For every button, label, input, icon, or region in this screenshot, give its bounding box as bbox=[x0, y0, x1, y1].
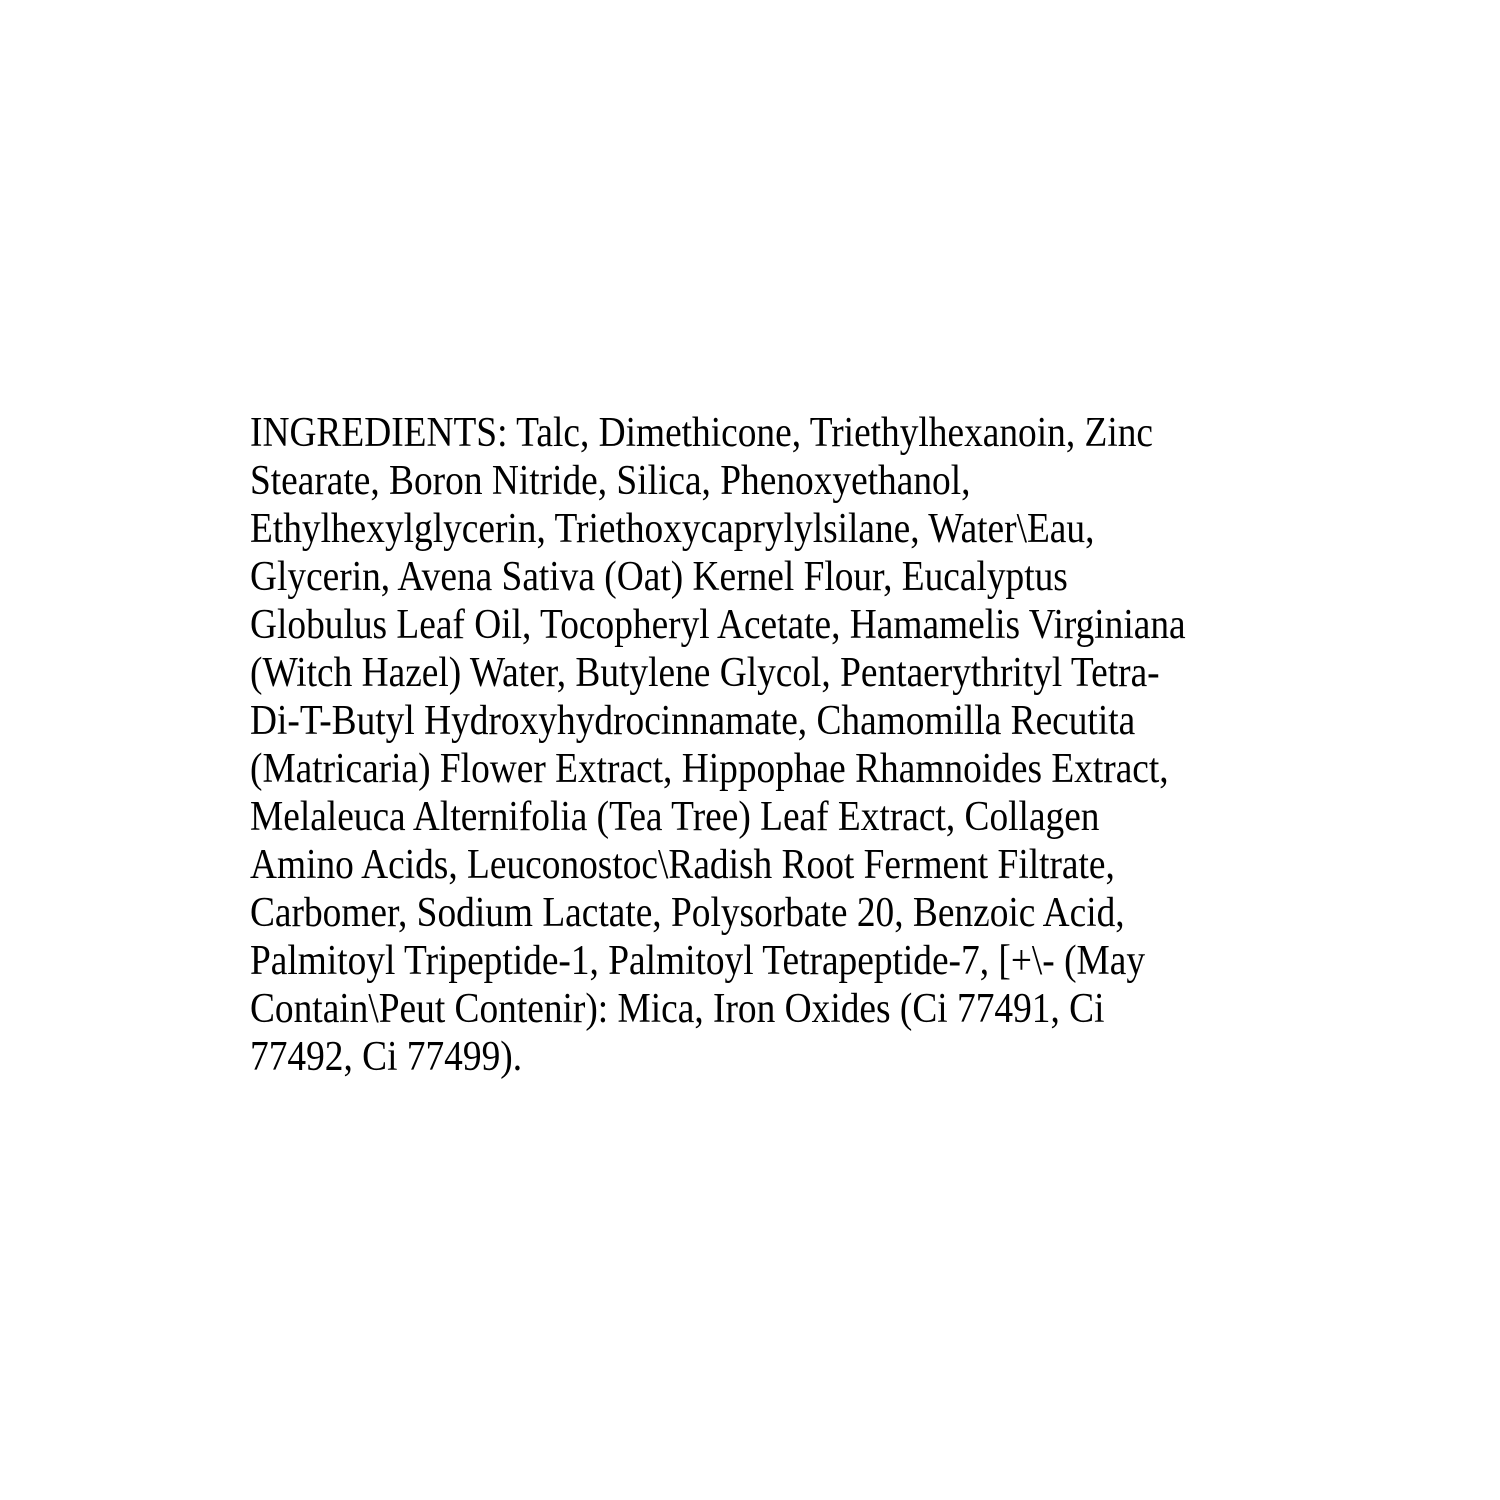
ingredients-line: Amino Acids, Leuconostoc\Radish Root Ferment Filtrate, bbox=[250, 842, 1115, 888]
ingredients-line: Contain\Peut Contenir): Mica, Iron Oxides (Ci 77491, Ci bbox=[250, 986, 1105, 1032]
ingredients-line: (Matricaria) Flower Extract, Hippophae Rhamnoides Extract, bbox=[250, 746, 1169, 792]
ingredients-line: 77492, Ci 77499). bbox=[250, 1034, 523, 1080]
ingredients-line: Ethylhexylglycerin, Triethoxycaprylylsilane, Water\Eau, bbox=[250, 506, 1095, 552]
ingredients-line: Glycerin, Avena Sativa (Oat) Kernel Flour, Eucalyptus bbox=[250, 554, 1068, 600]
ingredients-line: Di-T-Butyl Hydroxyhydrocinnamate, Chamomilla Recutita bbox=[250, 698, 1136, 744]
ingredients-line: (Witch Hazel) Water, Butylene Glycol, Pentaerythrityl Tetra- bbox=[250, 650, 1160, 696]
ingredients-line: Globulus Leaf Oil, Tocopheryl Acetate, Hamamelis Virginiana bbox=[250, 602, 1186, 648]
ingredients-line: Carbomer, Sodium Lactate, Polysorbate 20, Benzoic Acid, bbox=[250, 890, 1125, 936]
ingredients-line: Stearate, Boron Nitride, Silica, Phenoxyethanol, bbox=[250, 458, 971, 504]
ingredients-line: Palmitoyl Tripeptide-1, Palmitoyl Tetrapeptide-7, [+\- (May bbox=[250, 938, 1146, 984]
ingredients-line: INGREDIENTS: Talc, Dimethicone, Triethylhexanoin, Zinc bbox=[250, 410, 1154, 456]
ingredients-line: Melaleuca Alternifolia (Tea Tree) Leaf Extract, Collagen bbox=[250, 794, 1100, 840]
ingredients-paragraph bbox=[250, 409, 1265, 1081]
